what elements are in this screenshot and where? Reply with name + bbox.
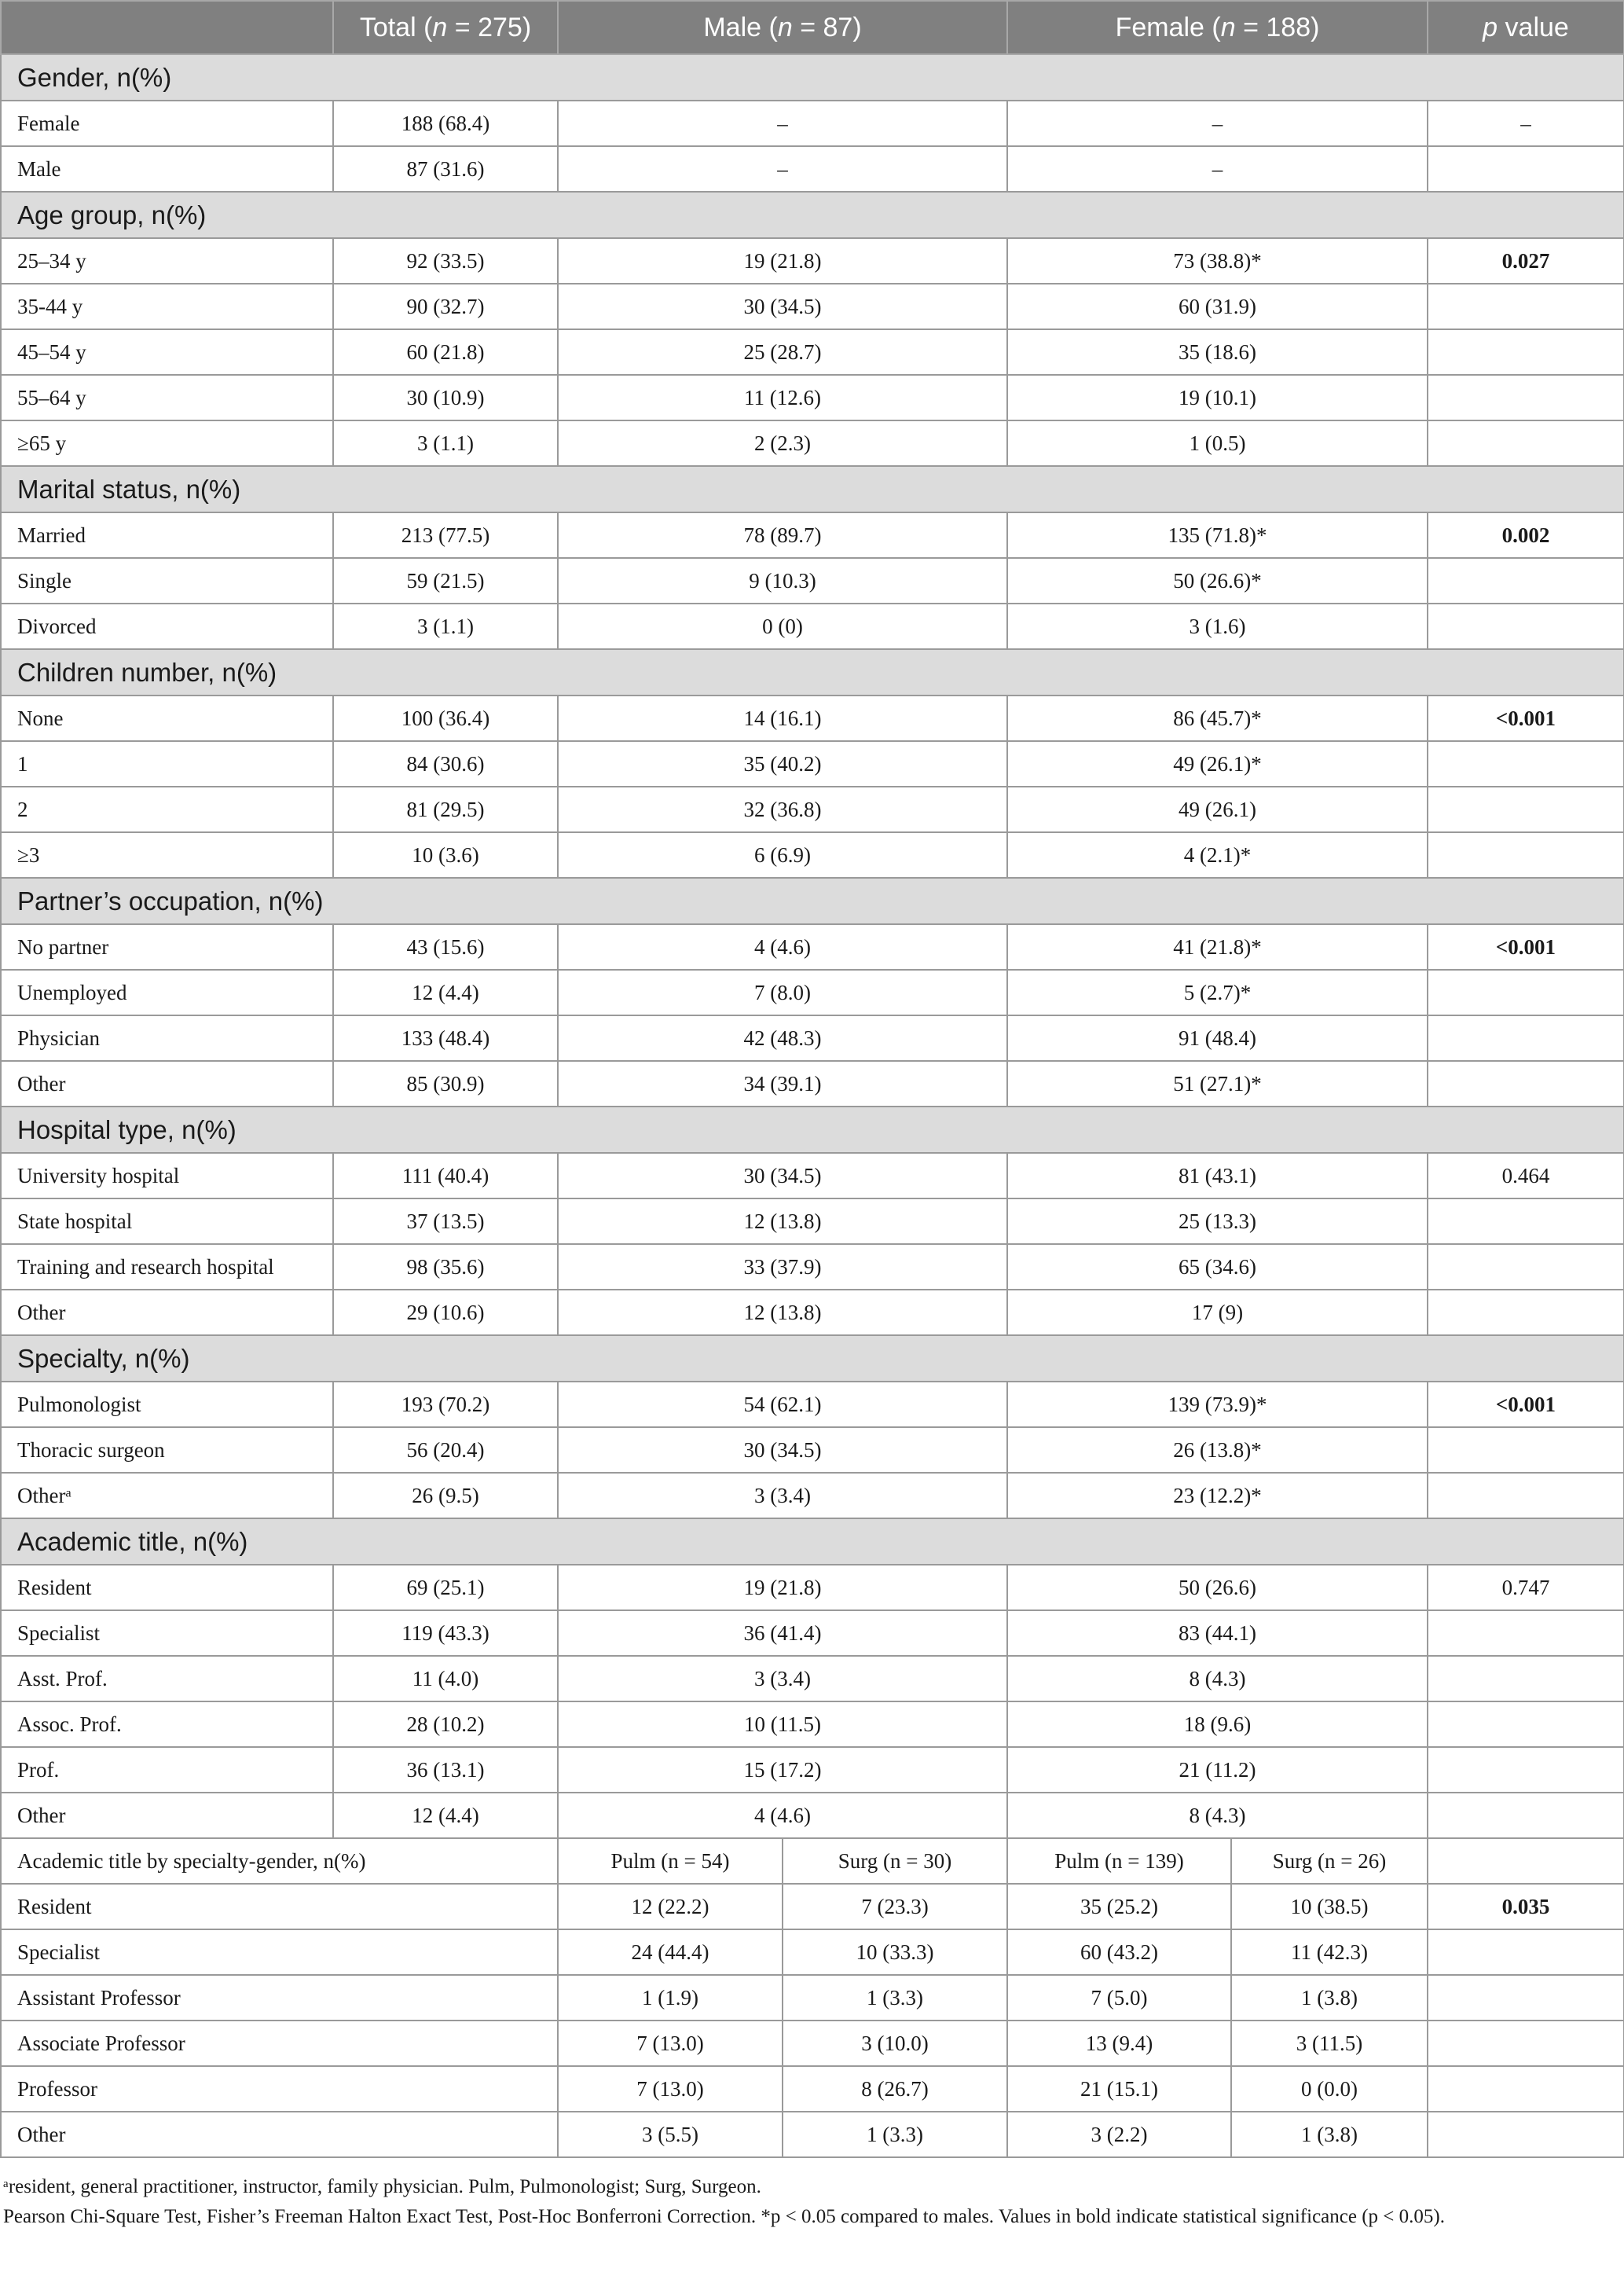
cell-female: 8 (4.3) [1007, 1793, 1428, 1838]
section-header [1, 1518, 1624, 1565]
subtable-cell: 1 (3.8) [1231, 1975, 1428, 2021]
row-label: 35-44 y [1, 284, 333, 329]
subtable-cell: 10 (38.5) [1231, 1884, 1428, 1929]
cell-female: 50 (26.6)* [1007, 558, 1428, 604]
row-label: Assoc. Prof. [1, 1701, 333, 1747]
cell-male: 19 (21.8) [558, 1565, 1007, 1610]
table-row [1, 1656, 1624, 1701]
cell-female: 25 (13.3) [1007, 1198, 1428, 1244]
cell-male: 54 (62.1) [558, 1382, 1007, 1427]
row-label: Professor [1, 2066, 558, 2112]
cell-total: 84 (30.6) [333, 741, 558, 787]
cell-male: 4 (4.6) [558, 1793, 1007, 1838]
cell-total: 10 (3.6) [333, 832, 558, 878]
cell-male: 12 (13.8) [558, 1198, 1007, 1244]
table-row [1, 1382, 1624, 1427]
cell-total: 28 (10.2) [333, 1701, 558, 1747]
table-row [1, 2021, 1624, 2066]
header-total: Total (n = 275) [333, 1, 558, 54]
table-row [1, 741, 1624, 787]
row-label: Asst. Prof. [1, 1656, 333, 1701]
cell-male: 15 (17.2) [558, 1747, 1007, 1793]
cell-male: 14 (16.1) [558, 696, 1007, 741]
row-label: ≥3 [1, 832, 333, 878]
cell-total: 188 (68.4) [333, 101, 558, 146]
row-label: Other [1, 1061, 333, 1107]
subtable-col-header: Surg (n = 26) [1231, 1838, 1428, 1884]
cell-p-value [1428, 375, 1624, 420]
table-row [1, 2112, 1624, 2157]
cell-total: 59 (21.5) [333, 558, 558, 604]
row-label: 1 [1, 741, 333, 787]
cell-p-value [1428, 741, 1624, 787]
cell-female: 4 (2.1)* [1007, 832, 1428, 878]
row-label: Male [1, 146, 333, 192]
subtable-col-header: Surg (n = 30) [783, 1838, 1007, 1884]
table-row [1, 1473, 1624, 1518]
cell-male: 30 (34.5) [558, 1427, 1007, 1473]
section-header [1, 192, 1624, 238]
cell-total: 29 (10.6) [333, 1290, 558, 1335]
cell-p-value: 0.002 [1428, 512, 1624, 558]
subtable-cell: 8 (26.7) [783, 2066, 1007, 2112]
table-row [1, 1198, 1624, 1244]
cell-female: 35 (18.6) [1007, 329, 1428, 375]
subtable-p-header [1428, 1838, 1624, 1884]
cell-p-value [1428, 832, 1624, 878]
header-female: Female (n = 188) [1007, 1, 1428, 54]
section-header [1, 878, 1624, 924]
cell-total: 3 (1.1) [333, 604, 558, 649]
section-header [1, 54, 1624, 101]
cell-female: 73 (38.8)* [1007, 238, 1428, 284]
row-label: Divorced [1, 604, 333, 649]
cell-male: 36 (41.4) [558, 1610, 1007, 1656]
cell-p-value [1428, 1929, 1624, 1975]
subtable-cell: 7 (23.3) [783, 1884, 1007, 1929]
table-row [1, 101, 1624, 146]
section-header [1, 1107, 1624, 1153]
table-row [1, 420, 1624, 466]
subtable-cell: 1 (1.9) [558, 1975, 783, 2021]
cell-total: 100 (36.4) [333, 696, 558, 741]
row-label: Physician [1, 1015, 333, 1061]
cell-male: 34 (39.1) [558, 1061, 1007, 1107]
row-label: Training and research hospital [1, 1244, 333, 1290]
table-row [1, 696, 1624, 741]
table-body [1, 54, 1624, 2157]
section-title: Age group, n(%) [1, 192, 1624, 238]
table-row [1, 832, 1624, 878]
cell-male: – [558, 101, 1007, 146]
subtable-cell: 24 (44.4) [558, 1929, 783, 1975]
cell-female: 21 (11.2) [1007, 1747, 1428, 1793]
row-label: Female [1, 101, 333, 146]
cell-total: 87 (31.6) [333, 146, 558, 192]
section-title: Academic title, n(%) [1, 1518, 1624, 1565]
subtable-cell: 35 (25.2) [1007, 1884, 1231, 1929]
subtable-cell: 13 (9.4) [1007, 2021, 1231, 2066]
subtable-cell: 10 (33.3) [783, 1929, 1007, 1975]
cell-male: 19 (21.8) [558, 238, 1007, 284]
cell-total: 30 (10.9) [333, 375, 558, 420]
row-label: Specialist [1, 1929, 558, 1975]
row-label: Otherᵃ [1, 1473, 333, 1518]
cell-male: 10 (11.5) [558, 1701, 1007, 1747]
cell-total: 60 (21.8) [333, 329, 558, 375]
row-label: ≥65 y [1, 420, 333, 466]
cell-female: – [1007, 101, 1428, 146]
cell-p-value [1428, 1656, 1624, 1701]
cell-female: 139 (73.9)* [1007, 1382, 1428, 1427]
row-label: Resident [1, 1884, 558, 1929]
section-title: Gender, n(%) [1, 54, 1624, 101]
row-label: Resident [1, 1565, 333, 1610]
table-row [1, 2066, 1624, 2112]
table-row [1, 970, 1624, 1015]
cell-p-value [1428, 1061, 1624, 1107]
cell-total: 11 (4.0) [333, 1656, 558, 1701]
cell-p-value: 0.027 [1428, 238, 1624, 284]
row-label: Thoracic surgeon [1, 1427, 333, 1473]
cell-p-value [1428, 420, 1624, 466]
subtable-cell: 1 (3.8) [1231, 2112, 1428, 2157]
subtable-cell: 3 (11.5) [1231, 2021, 1428, 2066]
row-label: Unemployed [1, 970, 333, 1015]
section-title: Marital status, n(%) [1, 466, 1624, 512]
subtable-cell: 21 (15.1) [1007, 2066, 1231, 2112]
table-row [1, 924, 1624, 970]
table-row [1, 1061, 1624, 1107]
footnote-2: Pearson Chi-Square Test, Fisher’s Freeman Halton Exact Test, Post-Hoc Bonferroni Correction. *p < 0.05 compared to males. Values in bold indicate statistical significance (p < 0.05). [3, 2206, 1445, 2227]
table-row [1, 604, 1624, 649]
cell-p-value [1428, 329, 1624, 375]
subtable-col-header: Pulm (n = 139) [1007, 1838, 1231, 1884]
cell-male: 2 (2.3) [558, 420, 1007, 466]
subtable-title: Academic title by specialty-gender, n(%) [1, 1838, 558, 1884]
cell-total: 98 (35.6) [333, 1244, 558, 1290]
cell-total: 119 (43.3) [333, 1610, 558, 1656]
cell-total: 36 (13.1) [333, 1747, 558, 1793]
header-p-value: p value [1428, 1, 1624, 54]
row-label: 2 [1, 787, 333, 832]
cell-p-value [1428, 1015, 1624, 1061]
table-row [1, 1747, 1624, 1793]
cell-p-value [1428, 1793, 1624, 1838]
cell-female: – [1007, 146, 1428, 192]
cell-female: 18 (9.6) [1007, 1701, 1428, 1747]
cell-p-value [1428, 1290, 1624, 1335]
cell-female: 51 (27.1)* [1007, 1061, 1428, 1107]
row-label: Prof. [1, 1747, 333, 1793]
table-row [1, 1015, 1624, 1061]
cell-total: 111 (40.4) [333, 1153, 558, 1198]
cell-total: 12 (4.4) [333, 970, 558, 1015]
cell-p-value [1428, 1610, 1624, 1656]
cell-male: 35 (40.2) [558, 741, 1007, 787]
cell-male: 30 (34.5) [558, 1153, 1007, 1198]
cell-p-value [1428, 1701, 1624, 1747]
subtable-cell: 60 (43.2) [1007, 1929, 1231, 1975]
cell-male: 25 (28.7) [558, 329, 1007, 375]
section-header [1, 466, 1624, 512]
cell-p-value: 0.747 [1428, 1565, 1624, 1610]
subtable-cell: 12 (22.2) [558, 1884, 783, 1929]
cell-p-value: – [1428, 101, 1624, 146]
row-label: Assistant Professor [1, 1975, 558, 2021]
cell-female: 5 (2.7)* [1007, 970, 1428, 1015]
table-row [1, 329, 1624, 375]
table-row [1, 1793, 1624, 1838]
footnote-1: ᵃresident, general practitioner, instructor, family physician. Pulm, Pulmonologist; Surg, Surgeon. [3, 2176, 761, 2197]
header-label [1, 1, 333, 54]
cell-total: 193 (70.2) [333, 1382, 558, 1427]
row-label: No partner [1, 924, 333, 970]
cell-female: 49 (26.1) [1007, 787, 1428, 832]
cell-p-value: 0.035 [1428, 1884, 1624, 1929]
cell-male: 0 (0) [558, 604, 1007, 649]
table-row [1, 1290, 1624, 1335]
cell-total: 12 (4.4) [333, 1793, 558, 1838]
subtable-cell: 7 (13.0) [558, 2021, 783, 2066]
cell-male: 3 (3.4) [558, 1473, 1007, 1518]
cell-p-value [1428, 970, 1624, 1015]
table-row [1, 238, 1624, 284]
table-row [1, 1427, 1624, 1473]
cell-total: 133 (48.4) [333, 1015, 558, 1061]
subtable-cell: 1 (3.3) [783, 1975, 1007, 2021]
cell-p-value [1428, 1427, 1624, 1473]
row-label: None [1, 696, 333, 741]
table-row [1, 512, 1624, 558]
cell-p-value [1428, 146, 1624, 192]
subtable-cell: 1 (3.3) [783, 2112, 1007, 2157]
row-label: 25–34 y [1, 238, 333, 284]
cell-p-value: <0.001 [1428, 696, 1624, 741]
cell-female: 91 (48.4) [1007, 1015, 1428, 1061]
cell-male: 78 (89.7) [558, 512, 1007, 558]
table-row [1, 1244, 1624, 1290]
cell-p-value [1428, 284, 1624, 329]
cell-female: 3 (1.6) [1007, 604, 1428, 649]
cell-male: 12 (13.8) [558, 1290, 1007, 1335]
cell-total: 92 (33.5) [333, 238, 558, 284]
subtable-cell: 7 (13.0) [558, 2066, 783, 2112]
cell-p-value [1428, 2066, 1624, 2112]
cell-total: 69 (25.1) [333, 1565, 558, 1610]
cell-male: 6 (6.9) [558, 832, 1007, 878]
table-row [1, 1929, 1624, 1975]
table-row [1, 1884, 1624, 1929]
cell-total: 56 (20.4) [333, 1427, 558, 1473]
table-row [1, 146, 1624, 192]
table-row [1, 375, 1624, 420]
cell-male: – [558, 146, 1007, 192]
cell-male: 32 (36.8) [558, 787, 1007, 832]
row-label: Other [1, 1793, 333, 1838]
table-row [1, 558, 1624, 604]
subtable-col-header: Pulm (n = 54) [558, 1838, 783, 1884]
cell-total: 213 (77.5) [333, 512, 558, 558]
cell-p-value: 0.464 [1428, 1153, 1624, 1198]
cell-p-value: <0.001 [1428, 1382, 1624, 1427]
cell-female: 8 (4.3) [1007, 1656, 1428, 1701]
cell-female: 1 (0.5) [1007, 420, 1428, 466]
subtable-cell: 0 (0.0) [1231, 2066, 1428, 2112]
row-label: 55–64 y [1, 375, 333, 420]
cell-female: 81 (43.1) [1007, 1153, 1428, 1198]
row-label: Associate Professor [1, 2021, 558, 2066]
table-row [1, 1975, 1624, 2021]
cell-male: 33 (37.9) [558, 1244, 1007, 1290]
cell-p-value [1428, 2021, 1624, 2066]
subtable-cell: 3 (10.0) [783, 2021, 1007, 2066]
cell-female: 65 (34.6) [1007, 1244, 1428, 1290]
cell-p-value [1428, 604, 1624, 649]
cell-total: 81 (29.5) [333, 787, 558, 832]
cell-total: 26 (9.5) [333, 1473, 558, 1518]
cell-male: 42 (48.3) [558, 1015, 1007, 1061]
cell-p-value [1428, 1473, 1624, 1518]
section-header [1, 649, 1624, 696]
section-header [1, 1335, 1624, 1382]
cell-female: 17 (9) [1007, 1290, 1428, 1335]
cell-total: 85 (30.9) [333, 1061, 558, 1107]
row-label: University hospital [1, 1153, 333, 1198]
subtable-cell: 11 (42.3) [1231, 1929, 1428, 1975]
cell-female: 135 (71.8)* [1007, 512, 1428, 558]
cell-p-value [1428, 787, 1624, 832]
section-title: Specialty, n(%) [1, 1335, 1624, 1382]
cell-p-value [1428, 1244, 1624, 1290]
cell-female: 26 (13.8)* [1007, 1427, 1428, 1473]
table-row [1, 1701, 1624, 1747]
cell-total: 90 (32.7) [333, 284, 558, 329]
cell-male: 3 (3.4) [558, 1656, 1007, 1701]
cell-male: 7 (8.0) [558, 970, 1007, 1015]
cell-p-value [1428, 1975, 1624, 2021]
subtable-cell: 7 (5.0) [1007, 1975, 1231, 2021]
cell-p-value [1428, 2112, 1624, 2157]
row-label: Pulmonologist [1, 1382, 333, 1427]
table-row [1, 284, 1624, 329]
cell-female: 50 (26.6) [1007, 1565, 1428, 1610]
cell-male: 30 (34.5) [558, 284, 1007, 329]
table-row [1, 787, 1624, 832]
row-label: 45–54 y [1, 329, 333, 375]
cell-female: 49 (26.1)* [1007, 741, 1428, 787]
subtable-cell: 3 (5.5) [558, 2112, 783, 2157]
cell-female: 19 (10.1) [1007, 375, 1428, 420]
section-title: Children number, n(%) [1, 649, 1624, 696]
cell-total: 37 (13.5) [333, 1198, 558, 1244]
row-label: Single [1, 558, 333, 604]
cell-male: 9 (10.3) [558, 558, 1007, 604]
section-title: Partner’s occupation, n(%) [1, 878, 1624, 924]
cell-female: 60 (31.9) [1007, 284, 1428, 329]
cell-male: 4 (4.6) [558, 924, 1007, 970]
cell-female: 86 (45.7)* [1007, 696, 1428, 741]
cell-p-value: <0.001 [1428, 924, 1624, 970]
subtable-cell: 3 (2.2) [1007, 2112, 1231, 2157]
table-header [1, 1, 1624, 54]
table-row [1, 1153, 1624, 1198]
row-label: State hospital [1, 1198, 333, 1244]
cell-male: 11 (12.6) [558, 375, 1007, 420]
row-label: Other [1, 1290, 333, 1335]
row-label: Married [1, 512, 333, 558]
section-title: Hospital type, n(%) [1, 1107, 1624, 1153]
cell-female: 23 (12.2)* [1007, 1473, 1428, 1518]
cell-total: 43 (15.6) [333, 924, 558, 970]
row-label: Specialist [1, 1610, 333, 1656]
cell-p-value [1428, 1198, 1624, 1244]
table-row [1, 1610, 1624, 1656]
table-row [1, 1565, 1624, 1610]
cell-female: 41 (21.8)* [1007, 924, 1428, 970]
cell-p-value [1428, 1747, 1624, 1793]
subtable-header [1, 1838, 1624, 1884]
row-label: Other [1, 2112, 558, 2157]
header-male: Male (n = 87) [558, 1, 1007, 54]
cell-female: 83 (44.1) [1007, 1610, 1428, 1656]
cell-p-value [1428, 558, 1624, 604]
cell-total: 3 (1.1) [333, 420, 558, 466]
